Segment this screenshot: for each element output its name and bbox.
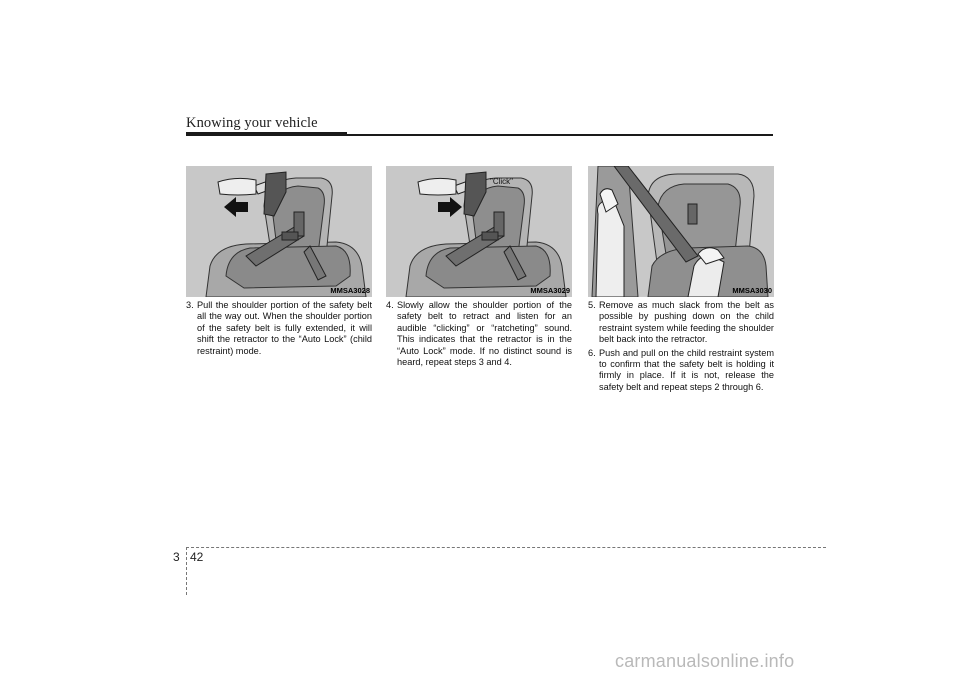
page-number: 42 <box>190 550 204 564</box>
step-6 <box>588 348 774 394</box>
section-title: Knowing your vehicle <box>186 115 318 131</box>
column-left <box>186 300 372 359</box>
step-number: 3. <box>186 300 194 310</box>
child-seat-illustration-3 <box>588 166 774 297</box>
header-rule-thin <box>347 134 773 136</box>
figure-code: MMSA3029 <box>530 286 570 295</box>
figure-code: MMSA3030 <box>732 286 772 295</box>
footer-vertical-rule <box>186 547 187 595</box>
step-3 <box>186 300 372 357</box>
column-right <box>588 300 774 395</box>
header-rule-thick <box>186 132 347 136</box>
illustration-pull-belt <box>186 166 372 297</box>
step-number: 6. <box>588 347 596 358</box>
step-number: 5. <box>588 300 596 310</box>
chapter-number: 3 <box>173 550 180 564</box>
step-text: Slowly allow the shoulder portion of the safety belt to retract and listen for an audible “clicking” or “ratcheting” sound. This indicates that the retractor is in the “Auto Lock” mode. If no distinct sound is heard, repeat steps 3 and 4. <box>397 300 572 368</box>
footer-rule <box>186 547 826 548</box>
column-middle <box>386 300 572 370</box>
child-seat-illustration-1 <box>186 166 372 297</box>
step-number: 4. <box>386 300 394 310</box>
site-watermark: carmanualsonline.info <box>615 651 795 671</box>
click-callout: "Click" <box>490 177 514 186</box>
step-text: Push and pull on the child restraint system to confirm that the safety belt is holding it firmly in place. If it is not, release the safety belt and repeat steps 2 through 6. <box>599 347 774 392</box>
step-text: Pull the shoulder portion of the safety belt all the way out. When the shoulder portion of the safety belt is fully extended, it will shift the retractor to the “Auto Lock” (child restraint) mode. <box>197 300 372 356</box>
child-seat-illustration-2 <box>386 166 572 297</box>
step-5 <box>588 300 774 346</box>
illustration-retract-belt <box>386 166 572 297</box>
step-4 <box>386 300 572 368</box>
figure-code: MMSA3028 <box>330 286 370 295</box>
illustration-push-seat <box>588 166 774 297</box>
step-text: Remove as much slack from the belt as possible by pushing down on the child restraint system while feeding the shoulder belt back into the retractor. <box>599 300 774 345</box>
